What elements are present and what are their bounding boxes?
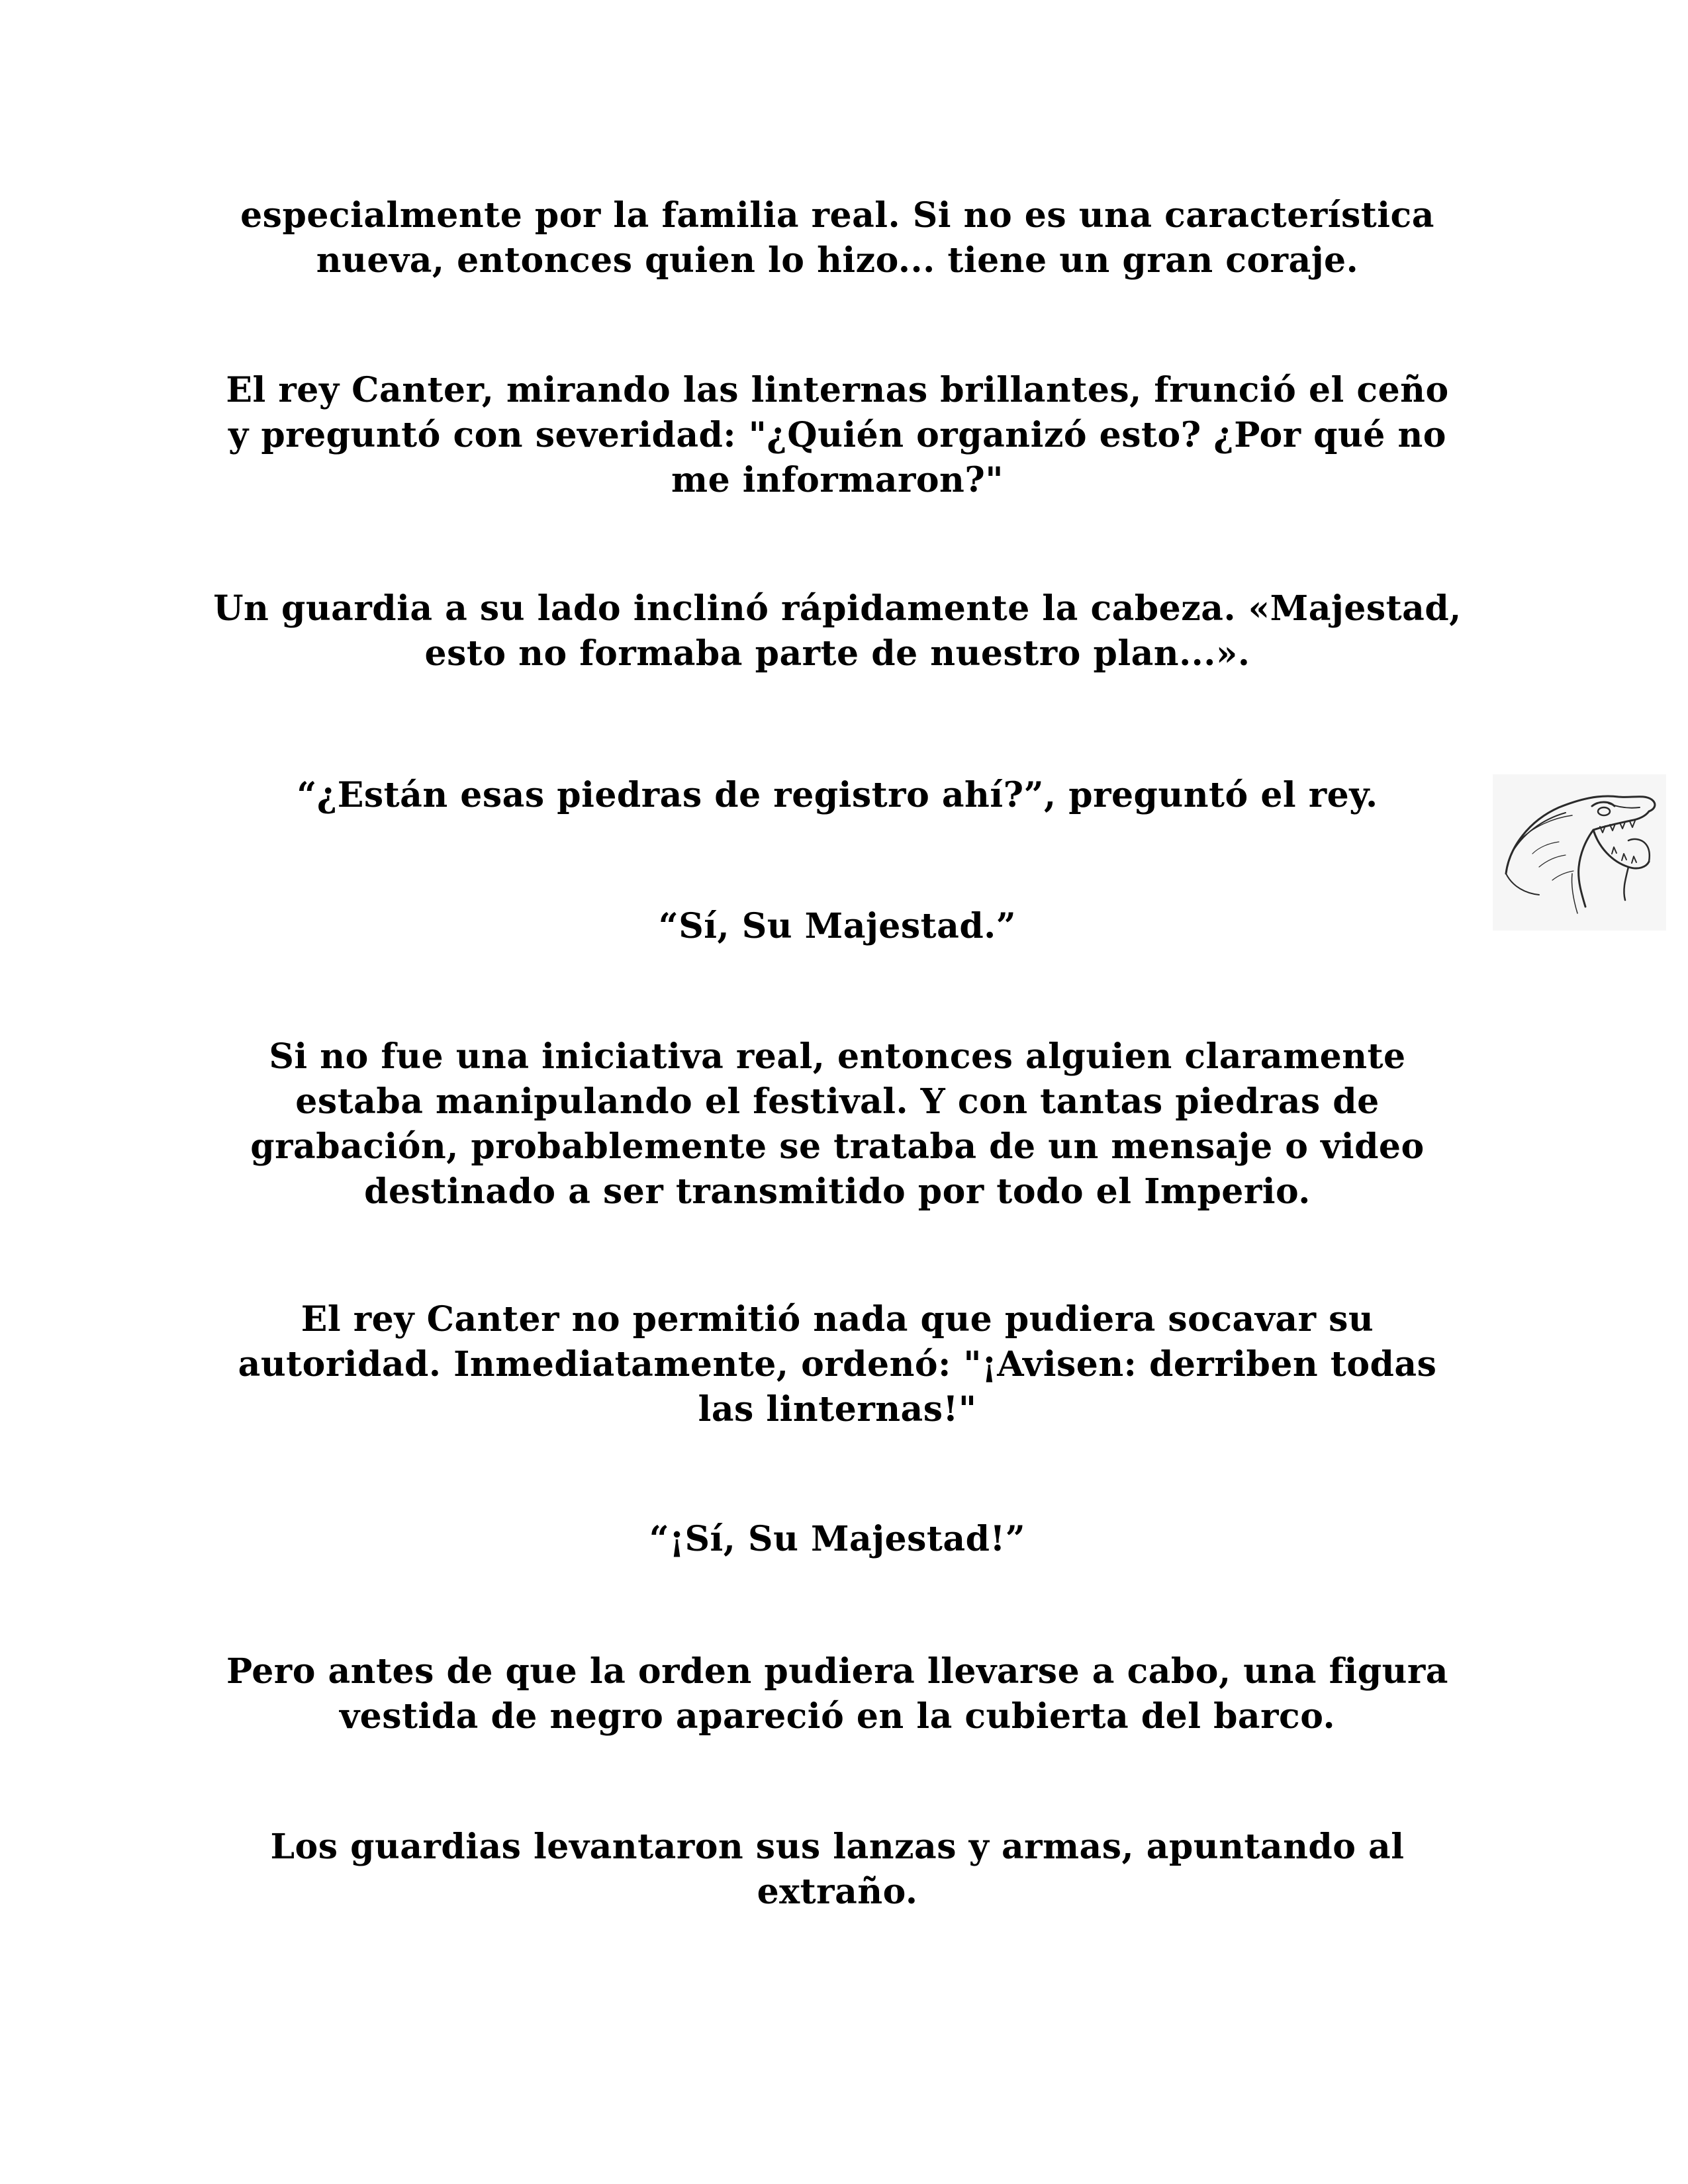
paragraph-5: “Sí, Su Majestad.” bbox=[658, 906, 1017, 946]
paragraph-4: “¿Están esas piedras de registro ahí?”, preguntó el rey. bbox=[297, 775, 1378, 815]
paragraph-2: El rey Canter, mirando las linternas brillantes, frunció el ceño y preguntó con severidad: "¿Quién organizó esto? ¿Por qué no me informaron?" bbox=[226, 370, 1449, 500]
paragraph-8: “¡Sí, Su Majestad!” bbox=[649, 1519, 1026, 1559]
paragraph-1: especialmente por la familia real. Si no es una característica nueva, entonces quien lo hizo... tiene un gran coraje. bbox=[240, 195, 1434, 281]
paragraph-6: Si no fue una iniciativa real, entonces alguien claramente estaba manipulando el festival. Y con tantas piedras de grabación, probablemente se trataba de un mensaje o video destinado a ser transmitido por todo el Imperio. bbox=[250, 1036, 1425, 1212]
paragraph-9: Pero antes de que la orden pudiera llevarse a cabo, una figura vestida de negro apareció en la cubierta del barco. bbox=[226, 1651, 1448, 1737]
dinosaur-head-icon bbox=[1493, 774, 1666, 931]
paragraph-3: Un guardia a su lado inclinó rápidamente la cabeza. «Majestad, esto no formaba parte de nuestro plan...». bbox=[213, 588, 1462, 674]
paragraph-7: El rey Canter no permitió nada que pudiera socavar su autoridad. Inmediatamente, ordenó: "¡Avisen: derriben todas las linternas!" bbox=[238, 1299, 1437, 1430]
paragraph-10: Los guardias levantaron sus lanzas y armas, apuntando al extraño. bbox=[270, 1827, 1405, 1912]
